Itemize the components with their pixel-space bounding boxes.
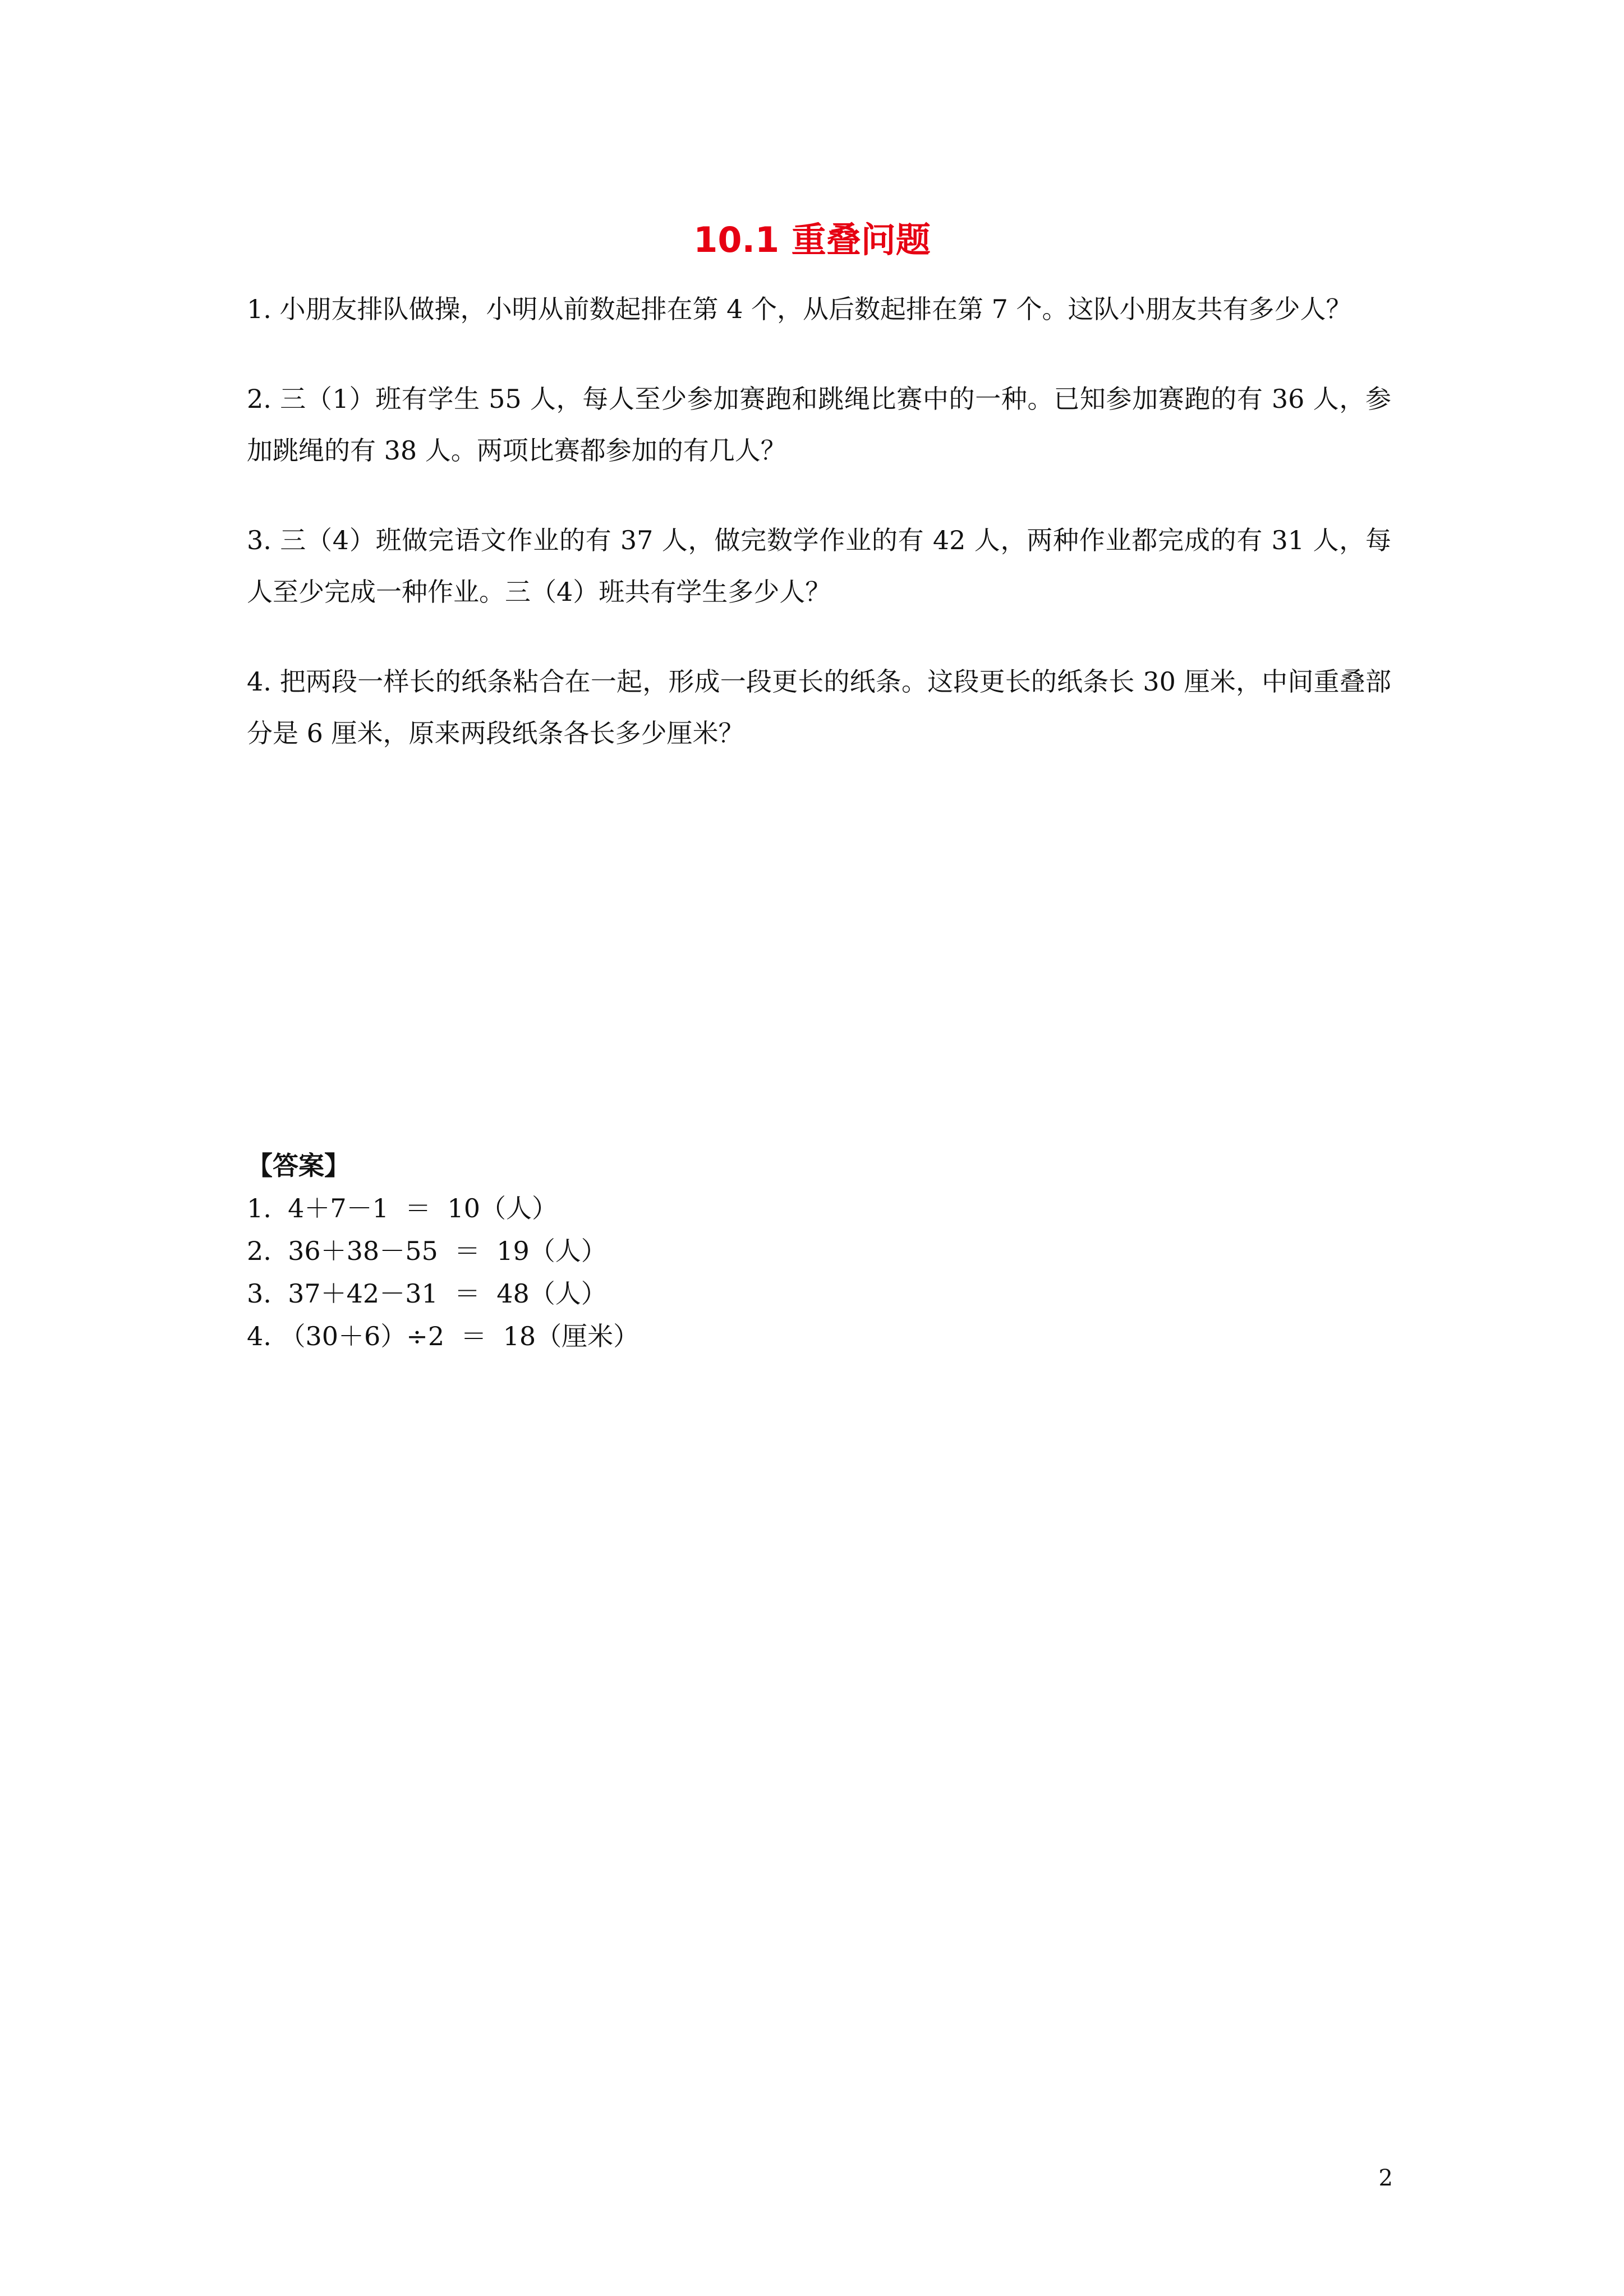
answer-4: 4. （30＋6）÷2 ＝ 18（厘米） [247,1321,640,1351]
question-1: 1. 小朋友排队做操，小明从前数起排在第 4 个，从后数起排在第 7 个。这队小朋友共有多少人？ [247,294,1352,324]
question-2: 2. 三（1）班有学生 55 人，每人至少参加赛跑和跳绳比赛中的一种。已知参加赛跑的有 36 人，参加跳绳的有 38 人。两项比赛都参加的有几人？ [247,384,1391,466]
question-4: 4. 把两段一样长的纸条粘合在一起，形成一段更长的纸条。这段更长的纸条长 30 厘米，中间重叠部分是 6 厘米，原来两段纸条各长多少厘米？ [247,666,1391,748]
answer-3: 3. 37＋42－31 ＝ 48（人） [247,1278,607,1309]
page-title: 10.1 重叠问题 [693,219,931,260]
question-list [247,283,1391,797]
question-3: 3. 三（4）班做完语文作业的有 37 人，做完数学作业的有 42 人，两种作业都完成的有 31 人，每人至少完成一种作业。三（4）班共有学生多少人？ [247,525,1391,607]
page-number: 2 [1378,2165,1393,2191]
answer-2: 2. 36＋38－55 ＝ 19（人） [247,1236,607,1266]
answer-1: 1. 4＋7－1 ＝ 10（人） [247,1193,558,1223]
answer-section [247,1144,1391,1358]
answer-heading: 【答案】 [247,1151,350,1181]
